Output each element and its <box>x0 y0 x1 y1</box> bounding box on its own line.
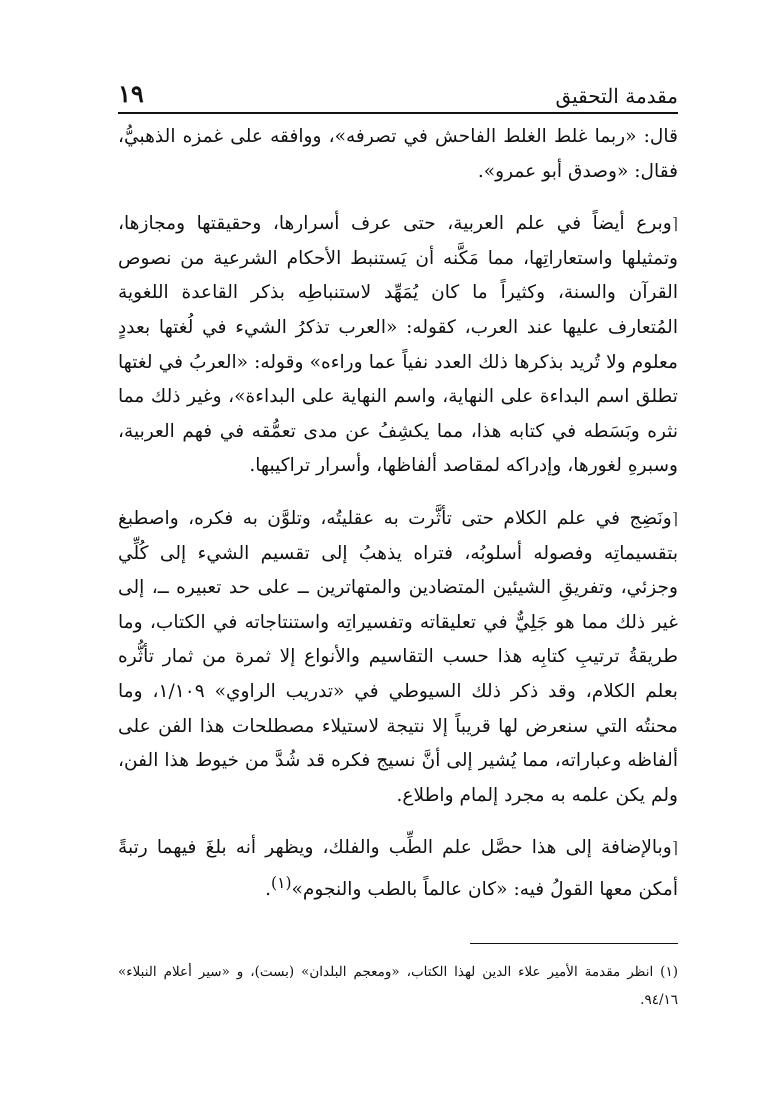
page-number: ١٩ <box>118 79 144 108</box>
running-title: مقدمة التحقيق <box>555 84 678 108</box>
paragraph-marker: ⌈ <box>671 214 678 234</box>
paragraph-4: ⌈وبالإضافة إلى هذا حصَّل علم الطِّب والفلك، ويظهر أنه بلغَ فيهما رتبةً أمكن معها القولُ فيه: «كان عالماً بالطب والنجوم»$^{(١)}$. <box>118 837 678 901</box>
paragraph-marker: ⌈ <box>671 508 678 528</box>
footnote-reference[interactable]: (١) <box>271 873 292 892</box>
paragraph-2 <box>118 207 678 484</box>
page-header <box>118 78 678 114</box>
paragraph-3-text: ونَضِج في علم الكلام حتى تأثَّرت به عقليتُه، وتلوَّن به فكره، واصطبغ بتقسيماتِه وفصوله أسلوبُه، فتراه يذهبُ إلى تقسيم الشيء إلى كُلِّي وجزئي، وتفريقِ الشيئين المتضادين والمتهاترين ــ على حد تعبيره ــ، إلى غير ذلك مما هو جَلِيٌّ في تعليقاته وتفسيراتِه واستنتاجاته في الكتاب، وما طريقةُ ترتيبِ كتابِه هذا حسب التقاسيم والأنواع إلا ثمرة من ثمار تأثُّره بعلم الكلام، وقد ذكر ذلك السيوطي في «تدريب الراوي» ١/١٠٩، وما محنتُه التي سنعرض لها قريباً إلا نتيجة لاستيلاء مصطلحات هذا الفن على ألفاظه وعباراته، مما يُشير إلى أنَّ نسيج فكره قد شُدَّ من خيوط هذا الفن، ولم يكن علمه به مجرد إلمام واطلاع. <box>118 507 678 806</box>
body-text <box>118 120 678 926</box>
paragraph-2-text: وبرع أيضاً في علم العربية، حتى عرف أسرارها، وحقيقتها ومجازها، وتمثيلها واستعاراتِها، مما مَكَّنه أن يَستنبط الأحكام الشرعية من نصوص القرآن والسنة، وكثيراً ما كان يُمَهِّد لاستنباطِه بذكر القاعدة اللغوية المُتعارف عليها عند العرب، كقوله: «العرب تذكرُ الشيء في لُغتها بعددٍ معلوم ولا تُريد بذكرها ذلك العدد نفياً عما وراءه» وقوله: «العربُ في لغتها تطلق اسم البداءة على النهاية، واسم النهاية على البداءة»، وغير ذلك مما نثره وبَسَطه في كتابه هذا، مما يكشِفُ عن مدى تعمُّقه في فهم العربية، وسبرهِ لغورها، وإدراكه لمقاصد ألفاظها، وأسرار تراكيبها. <box>118 213 679 477</box>
paragraph-1 <box>118 120 678 189</box>
footnote: (١) انظر مقدمة الأمير علاء الدين لهذا الكتاب، «ومعجم البلدان» (بست)، و «سير أعلام النبلاء» ٩٤/١٦. <box>118 964 678 1008</box>
paragraph-4-text: وبالإضافة إلى هذا حصَّل علم الطِّب والفلك، ويظهر أنه بلغَ فيهما رتبةً أمكن معها القولُ فيه: «كان عالماً بالطب والنجوم» <box>118 837 678 901</box>
paragraph-marker: ⌈ <box>671 838 678 858</box>
paragraph-1-text: قال: «ربما غلط الغلط الفاحش في تصرفه»، ووافقه على غمزه الذهبيُّ، فقال: «وصدق أبو عمرو». <box>118 126 678 182</box>
footnote-divider <box>470 943 678 944</box>
paragraph-3 <box>118 502 678 813</box>
